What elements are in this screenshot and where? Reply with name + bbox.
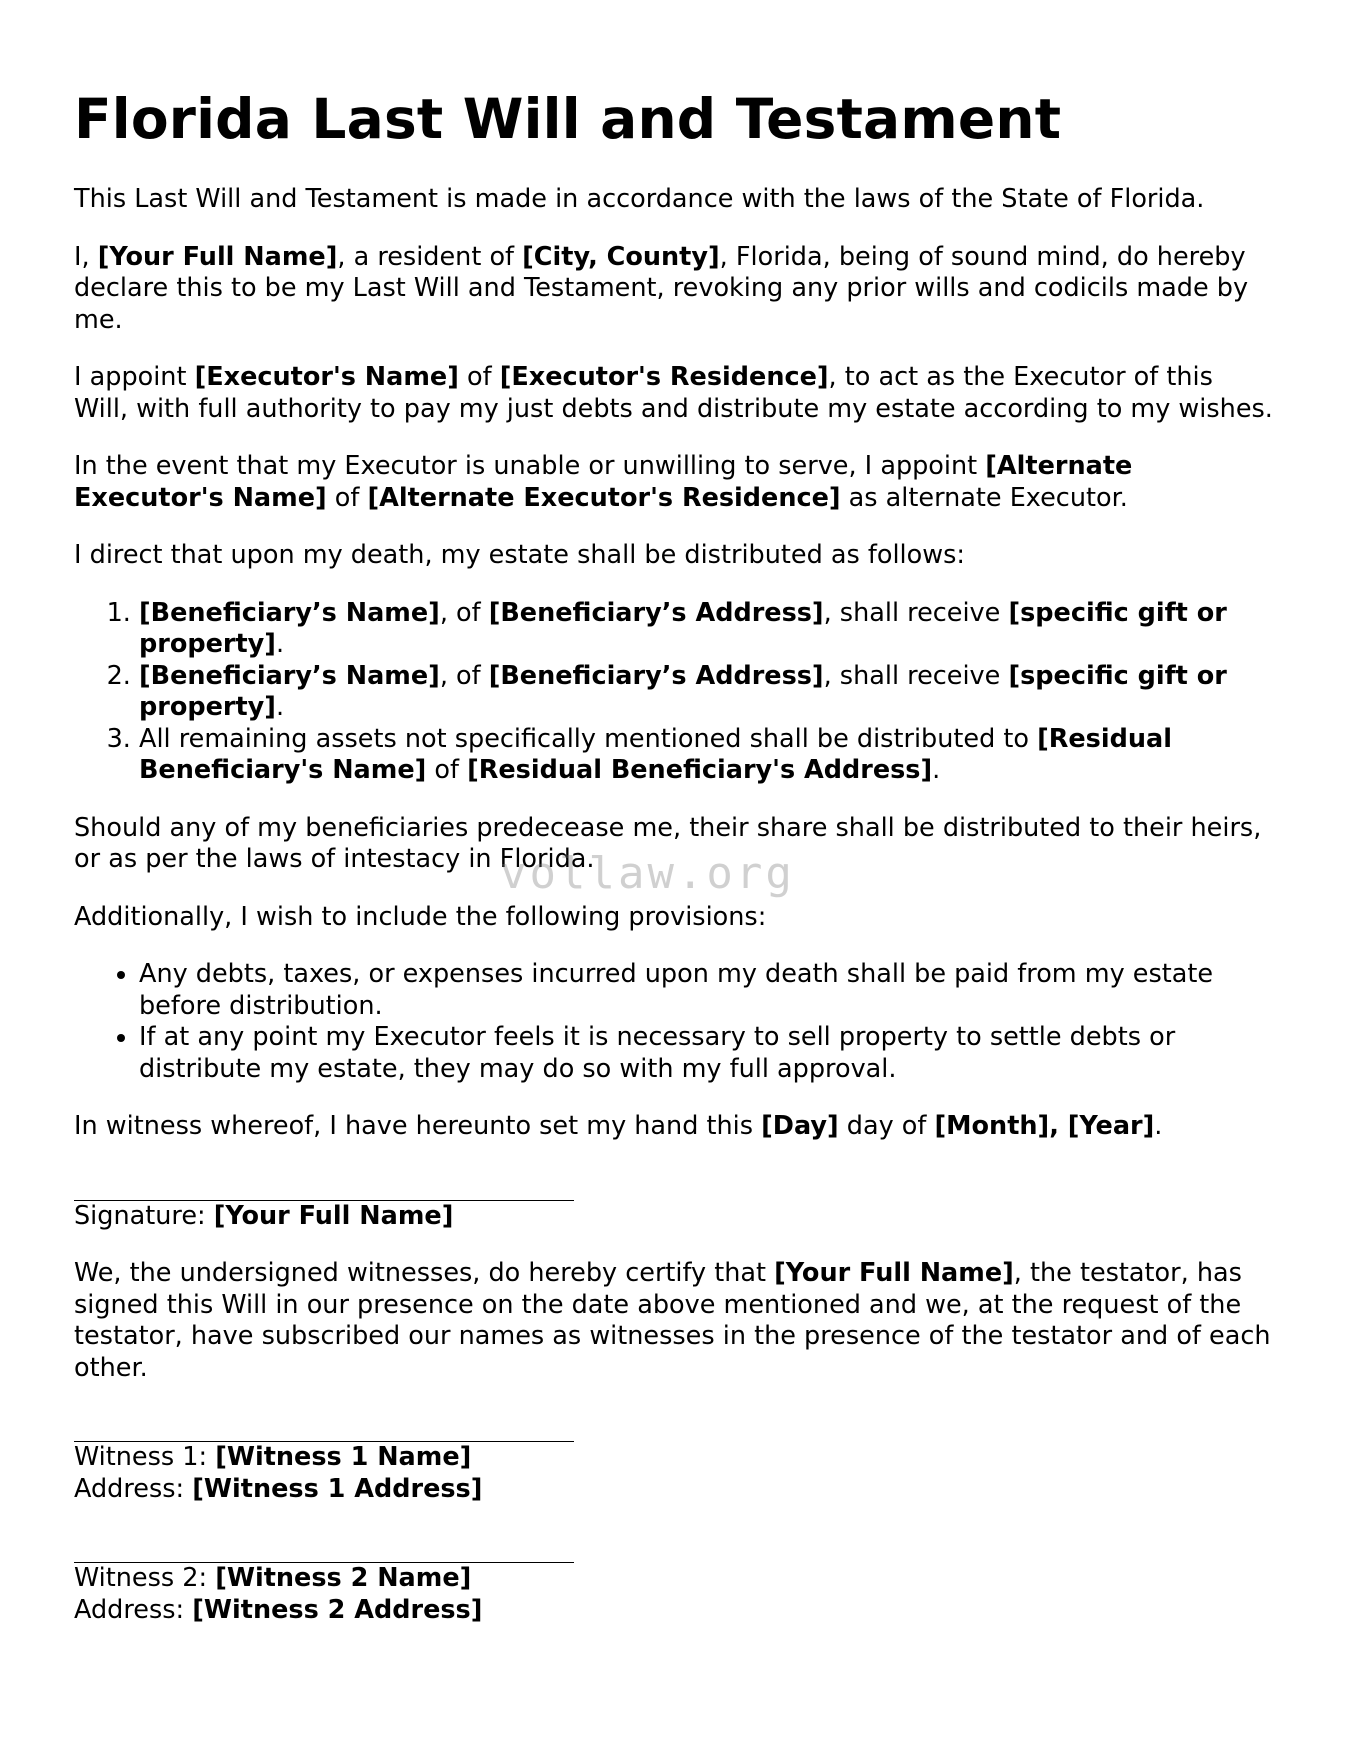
witness-clause: In witness whereof, I have hereunto set my hand this [Day] day of [Month], [Year]. [74, 1111, 1163, 1141]
predecease-paragraph: Should any of my beneficiaries predecease me, their share shall be distributed to their heirs, or as per the laws of intestacy in Florida. [74, 812, 1262, 874]
executor-name-placeholder: [Executor's Name] [194, 362, 459, 392]
watermark: vollaw.org [500, 848, 795, 899]
witness-2-block [74, 1561, 1274, 1626]
certification-paragraph: We, the undersigned witnesses, do hereby certify that [Your Full Name], the testator, has signed this Will in our presence on the date above mentioned and we, at the request of the testator, have subscribed our names as witnesses in the presence of the testator and of each other. [74, 1258, 1271, 1383]
executor-residence-placeholder: [Executor's Residence] [499, 362, 829, 392]
document-page [74, 84, 1274, 1652]
witness-1-address: Address: [Witness 1 Address] [74, 1473, 483, 1504]
list-item: • If at any point my Executor feels it is necessary to sell property to settle debts or distribute my estate, they may do so with my full approval. [139, 1022, 1274, 1085]
declaration-paragraph: I, [Your Full Name], a resident of [City, County], Florida, being of sound mind, do hereby declare this to be my Last Will and Testament, revoking any prior wills and codicils made by me. [74, 241, 1249, 335]
witness-2-name: Witness 2: [Witness 2 Name] [74, 1563, 472, 1593]
alternate-executor-name-placeholder: [Alternate Executor's Name] [74, 451, 1133, 513]
distribution-intro: I direct that upon my death, my estate shall be distributed as follows: [74, 540, 965, 570]
list-item: 1. [Beneficiary’s Name], of [Beneficiary’s Address], shall receive [specific gift or property]. [139, 598, 1274, 661]
witness-2-address: Address: [Witness 2 Address] [74, 1594, 483, 1625]
month-year-placeholder: [Month], [Year] [934, 1111, 1155, 1141]
alternate-executor-residence-placeholder: [Alternate Executor's Residence] [367, 482, 841, 513]
list-item: 3. All remaining assets not specifically mentioned shall be distributed to [Residual Beneficiary's Name] of [Residual Beneficiary's Address]. [139, 724, 1274, 787]
day-placeholder: [Day] [761, 1111, 839, 1141]
testator-name-placeholder: [Your Full Name] [774, 1258, 1014, 1288]
testator-name-placeholder: [Your Full Name] [97, 241, 338, 272]
list-item: • Any debts, taxes, or expenses incurred upon my death shall be paid from my estate before distribution. [139, 959, 1274, 1022]
alternate-executor-paragraph: In the event that my Executor is unable or unwilling to serve, I appoint [Alternate Executor's Name] of [Alternate Executor's Residence] as alternate Executor. [74, 451, 1133, 513]
list-item: 2. [Beneficiary’s Name], of [Beneficiary’s Address], shall receive [specific gift or property]. [139, 661, 1274, 724]
signature-label: Signature: [Your Full Name] [74, 1200, 454, 1231]
city-county-placeholder: [City, County] [522, 241, 720, 272]
executor-paragraph: I appoint [Executor's Name] of [Executor's Residence], to act as the Executor of this Will, with full authority to pay my just debts and distribute my estate according to my wishes. [74, 362, 1273, 424]
testator-signature-block [74, 1199, 1274, 1233]
provisions-intro: Additionally, I wish to include the following provisions: [74, 901, 767, 932]
witness-1-name: Witness 1: [Witness 1 Name] [74, 1442, 472, 1472]
beneficiary-list [74, 598, 1274, 787]
intro-paragraph: This Last Will and Testament is made in accordance with the laws of the State of Florida. [74, 184, 1205, 214]
provisions-list [74, 959, 1274, 1085]
witness-1-block [74, 1440, 1274, 1505]
page-title: Florida Last Will and Testament [74, 87, 1062, 151]
